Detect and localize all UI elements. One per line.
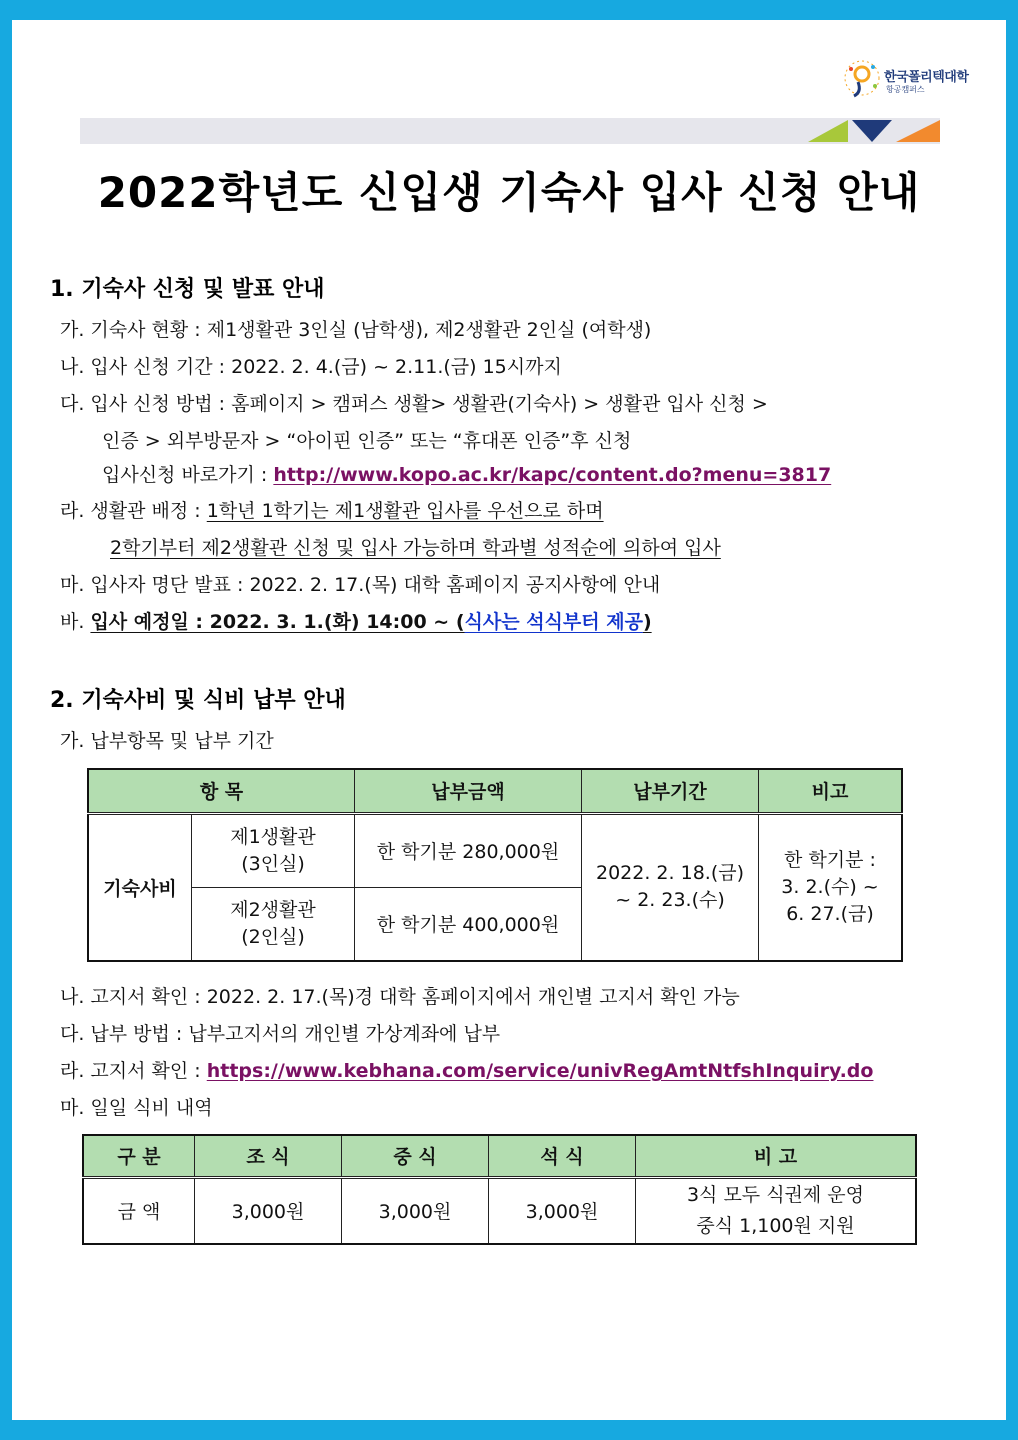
announcement-line: 마. 입사자 명단 발표 : 2022. 2. 17.(목) 대학 홈페이지 공지사항에 안내	[60, 574, 661, 596]
fee-amount: 한 학기분 400,000원	[355, 887, 582, 961]
move-in-date-line	[60, 607, 652, 634]
payment-period-cell	[582, 813, 759, 961]
fee-amount: 한 학기분 280,000원	[355, 813, 582, 887]
assignment-line-2	[110, 533, 721, 560]
room-type: (2인실)	[241, 925, 305, 948]
meal-cost-table	[82, 1134, 917, 1245]
logo-emblem-icon	[842, 56, 884, 100]
period-end: ~ 2. 23.(수)	[615, 889, 725, 912]
lunch-cost: 3,000원	[342, 1177, 489, 1244]
application-method-line: 다. 입사 신청 방법 : 홈페이지 > 캠퍼스 생활> 생활관(기숙사) > 생활관 입사 신청 >	[60, 393, 768, 415]
hall-name: 제1생활관	[230, 825, 316, 848]
bill-inquiry-line	[60, 1056, 873, 1083]
assignment-line	[60, 496, 604, 523]
hall-cell	[192, 887, 355, 961]
logo-subtitle: 항공캠퍼스	[886, 85, 925, 94]
table-header: 조 식	[195, 1135, 342, 1177]
meal-note-line: 중식 1,100원 지원	[696, 1214, 855, 1237]
note-cell	[759, 813, 903, 961]
section-1-heading: 1. 기숙사 신청 및 발표 안내	[50, 277, 325, 302]
assignment-text-2: 2학기부터 제2생활관 신청 및 입사 가능하며 학과별 성적순에 의하여 입사	[110, 537, 721, 559]
table-header: 항 목	[88, 769, 355, 813]
assignment-text-1: 1학년 1학기는 제1생활관 입사를 우선으로 하며	[206, 500, 604, 522]
payment-method-line: 다. 납부 방법 : 납부고지서의 개인별 가상계좌에 납부	[60, 1023, 501, 1045]
dorm-fee-table	[87, 768, 903, 962]
table-header: 구 분	[83, 1135, 195, 1177]
bill-check-line: 나. 고지서 확인 : 2022. 2. 17.(목)경 대학 홈페이지에서 개인별 고지서 확인 가능	[60, 986, 740, 1008]
college-logo	[842, 56, 992, 116]
table-header: 비고	[759, 769, 903, 813]
assignment-label: 라. 생활관 배정 :	[60, 500, 207, 522]
application-link[interactable]: http://www.kopo.ac.kr/kapc/content.do?menu=3817	[273, 464, 832, 486]
table-header: 비 고	[636, 1135, 917, 1177]
application-method-line-2: 인증 > 외부방문자 > “아이핀 인증” 또는 “휴대폰 인증”후 신청	[102, 430, 632, 452]
dinner-cost: 3,000원	[489, 1177, 636, 1244]
table-header: 납부금액	[355, 769, 582, 813]
hall-name: 제2생활관	[230, 898, 316, 921]
page-title: 2022학년도 신입생 기숙사 입사 신청 안내	[97, 168, 921, 217]
move-in-date: 입사 예정일 : 2022. 3. 1.(화) 14:00 ~ (	[90, 611, 465, 633]
document-page	[12, 20, 1006, 1420]
fee-category: 기숙사비	[88, 813, 192, 961]
meal-note-cell	[636, 1177, 917, 1244]
meal-note-line: 3식 모두 식권제 운영	[686, 1183, 865, 1206]
dorm-status-line: 가. 기숙사 현황 : 제1생활관 3인실 (남학생), 제2생활관 2인실 (여학생)	[60, 319, 652, 341]
row-label: 금 액	[83, 1177, 195, 1244]
application-shortcut-line	[102, 460, 831, 487]
period-start: 2022. 2. 18.(금)	[596, 862, 744, 885]
logo-name: 한국폴리텍대학	[884, 70, 969, 85]
bill-inquiry-link[interactable]: https://www.kebhana.com/service/univRegAmtNtfshInquiry.do	[206, 1060, 874, 1082]
shortcut-label: 입사신청 바로가기 :	[102, 464, 274, 486]
move-in-prefix: 바.	[60, 611, 91, 633]
hall-cell	[192, 813, 355, 887]
note-line: 한 학기분 :	[784, 848, 876, 871]
note-line: 6. 27.(금)	[786, 902, 874, 925]
note-line: 3. 2.(수) ~	[781, 875, 879, 898]
room-type: (3인실)	[241, 852, 305, 875]
section-2-heading: 2. 기숙사비 및 식비 납부 안내	[50, 688, 346, 713]
bill-inquiry-label: 라. 고지서 확인 :	[60, 1060, 207, 1082]
table-header: 중 식	[342, 1135, 489, 1177]
table-header: 석 식	[489, 1135, 636, 1177]
header-decoration-icon	[808, 116, 940, 144]
meal-start-note: 식사는 석식부터 제공	[464, 611, 643, 633]
application-period-line: 나. 입사 신청 기간 : 2022. 2. 4.(금) ~ 2.11.(금) 15시까지	[60, 356, 562, 378]
payment-items-line: 가. 납부항목 및 납부 기간	[60, 730, 274, 752]
breakfast-cost: 3,000원	[195, 1177, 342, 1244]
move-in-close: )	[642, 611, 652, 633]
meal-cost-line: 마. 일일 식비 내역	[60, 1097, 213, 1119]
table-header: 납부기간	[582, 769, 759, 813]
